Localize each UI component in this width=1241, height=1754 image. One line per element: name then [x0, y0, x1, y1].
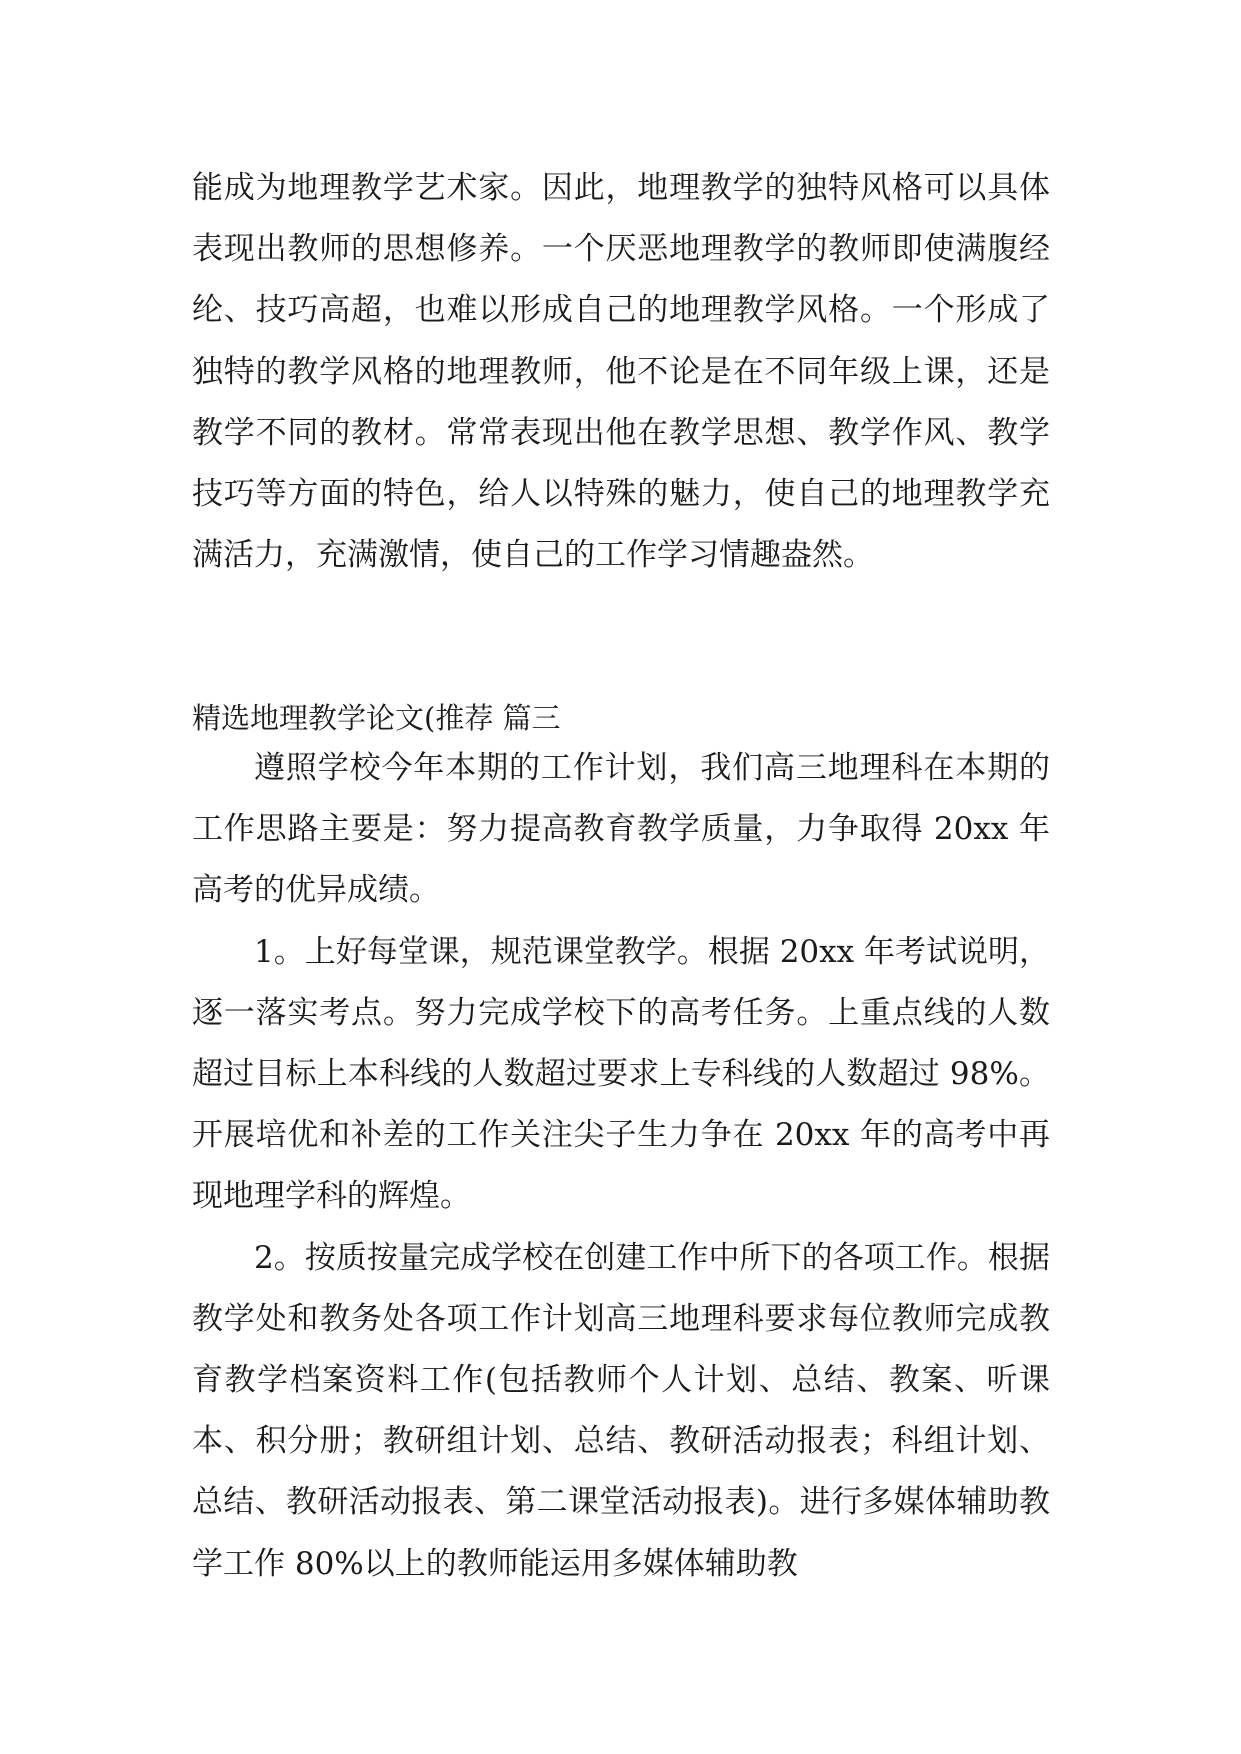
continued-paragraph [192, 158, 1050, 586]
section-body [192, 738, 1050, 1595]
paragraph-item-1: 1。上好每堂课，规范课堂教学。根据 20xx 年考试说明，逐一落实考点。努力完成学校下的高考任务。上重点线的人数超过目标上本科线的人数超过要求上专科线的人数超过 98%。开展培优和补差的工作关注尖子生力争在 20xx 年的高考中再现地理学科的辉煌。 [192, 933, 1050, 1215]
paragraph-intro: 遵照学校今年本期的工作计划，我们高三地理科在本期的工作思路主要是：努力提高教育教学质量，力争取得 20xx 年高考的优异成绩。 [192, 750, 1050, 909]
section-heading: 精选地理教学论文(推荐 篇三 [192, 701, 561, 735]
paragraph-text: 能成为地理教学艺术家。因此，地理教学的独特风格可以具体表现出教师的思想修养。一个厌恶地理教学的教师即使满腹经纶、技巧高超，也难以形成自己的地理教学风格。一个形成了独特的教学风格的地理教师，他不论是在不同年级上课，还是教学不同的教材。常常表现出他在教学思想、教学作风、教学技巧等方面的特色，给人以特殊的魅力，使自己的地理教学充满活力，充满激情，使自己的工作学习情趣盎然。 [192, 170, 1050, 574]
paragraph-item-2: 2。按质按量完成学校在创建工作中所下的各项工作。根据教学处和教务处各项工作计划高三地理科要求每位教师完成教育教学档案资料工作(包括教师个人计划、总结、教案、听课本、积分册；教研组计划、总结、教研活动报表；科组计划、总结、教研活动报表、第二课堂活动报表)。进行多媒体辅助教学工作 80%以上的教师能运用多媒体辅助教 [192, 1239, 1050, 1582]
